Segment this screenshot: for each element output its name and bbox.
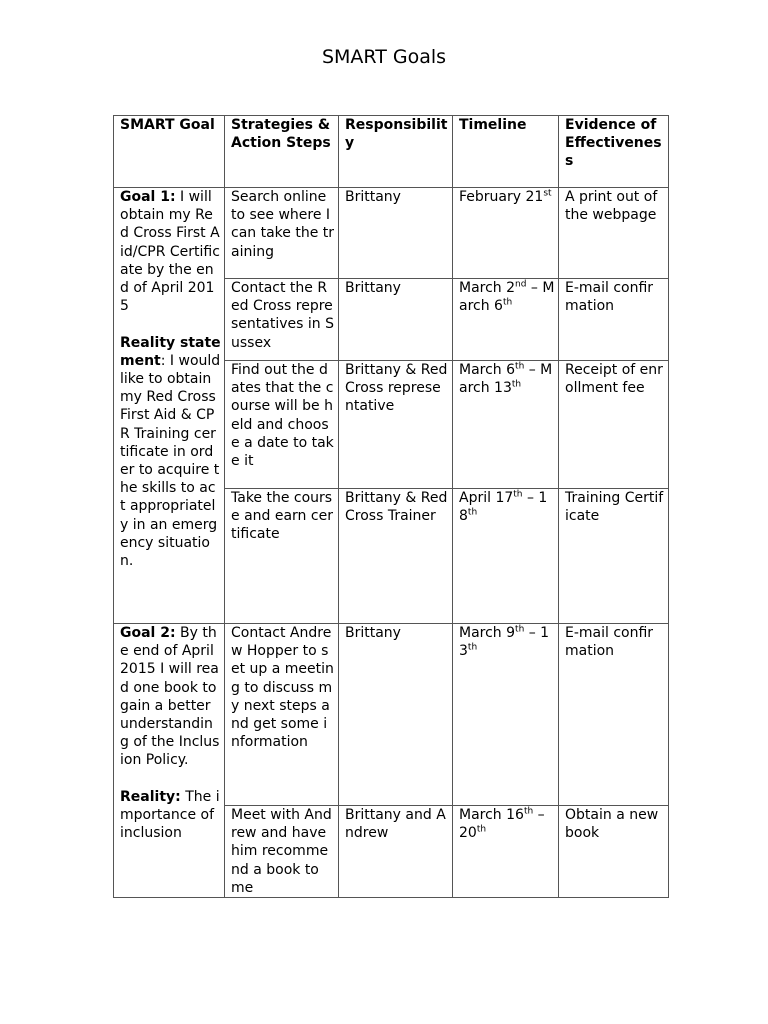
header-responsibility: Responsibility bbox=[339, 116, 453, 188]
strategy-cell: Find out the dates that the course will be held and choose a date to take it bbox=[225, 361, 339, 489]
strategy-cell: Search online to see where I can take the training bbox=[225, 188, 339, 279]
evidence-cell: Training Certificate bbox=[559, 489, 669, 624]
responsibility-cell: Brittany bbox=[339, 624, 453, 806]
strategy-cell: Contact Andrew Hopper to set up a meeting to discuss my next steps and get some information bbox=[225, 624, 339, 806]
goal-1-reality-text: I would like to obtain my Red Cross First Aid & CPR Training certificate in order to acquire the skills to act appropriately in an emergency situation. bbox=[120, 352, 221, 570]
responsibility-cell: Brittany bbox=[339, 188, 453, 279]
timeline-cell: April 17th – 18th bbox=[453, 489, 559, 624]
evidence-cell: E-mail confirmation bbox=[559, 279, 669, 361]
strategy-cell: Meet with Andrew and have him recommend a book to me bbox=[225, 806, 339, 898]
responsibility-cell: Brittany bbox=[339, 279, 453, 361]
strategy-cell: Contact the Red Cross representatives in Sussex bbox=[225, 279, 339, 361]
header-evidence: Evidence of Effectiveness bbox=[559, 116, 669, 188]
responsibility-cell: Brittany & Red Cross representative bbox=[339, 361, 453, 489]
goal-1-reality-colon: : bbox=[160, 352, 166, 369]
timeline-cell: March 16th – 20th bbox=[453, 806, 559, 898]
document-title: SMART Goals bbox=[321, 46, 447, 68]
timeline-cell: March 6th – March 13th bbox=[453, 361, 559, 489]
evidence-cell: A print out of the webpage bbox=[559, 188, 669, 279]
header-row bbox=[114, 116, 669, 188]
timeline-cell: February 21st bbox=[453, 188, 559, 279]
responsibility-cell: Brittany & Red Cross Trainer bbox=[339, 489, 453, 624]
goal-2-text: By the end of April 2015 I will read one book to gain a better understanding of the Inclusion Policy. bbox=[120, 625, 220, 769]
smart-goals-table bbox=[113, 115, 669, 898]
goal-2-cell bbox=[114, 624, 225, 898]
timeline-cell: March 9th – 13th bbox=[453, 624, 559, 806]
goal-2-label: Goal 2: bbox=[120, 625, 176, 641]
strategy-cell: Take the course and earn certificate bbox=[225, 489, 339, 624]
header-smart-goal: SMART Goal bbox=[114, 116, 225, 188]
header-timeline: Timeline bbox=[453, 116, 559, 188]
table-row bbox=[114, 624, 669, 806]
header-strategies: Strategies & Action Steps bbox=[225, 116, 339, 188]
goal-2-reality-text: The importance of inclusion bbox=[120, 788, 220, 842]
table-row bbox=[114, 188, 669, 279]
goal-1-text: I will obtain my Red Cross First Aid/CPR Certificate by the end of April 2015 bbox=[120, 189, 220, 315]
goal-1-cell bbox=[114, 188, 225, 624]
goal-2-reality-label: Reality: bbox=[120, 788, 181, 805]
evidence-cell: Receipt of enrollment fee bbox=[559, 361, 669, 489]
evidence-cell: E-mail confirmation bbox=[559, 624, 669, 806]
goal-1-label: Goal 1: bbox=[120, 189, 176, 205]
responsibility-cell: Brittany and Andrew bbox=[339, 806, 453, 898]
evidence-cell: Obtain a new book bbox=[559, 806, 669, 898]
timeline-cell: March 2nd – March 6th bbox=[453, 279, 559, 361]
goal-1-reality-label: Reality statement bbox=[120, 334, 221, 369]
